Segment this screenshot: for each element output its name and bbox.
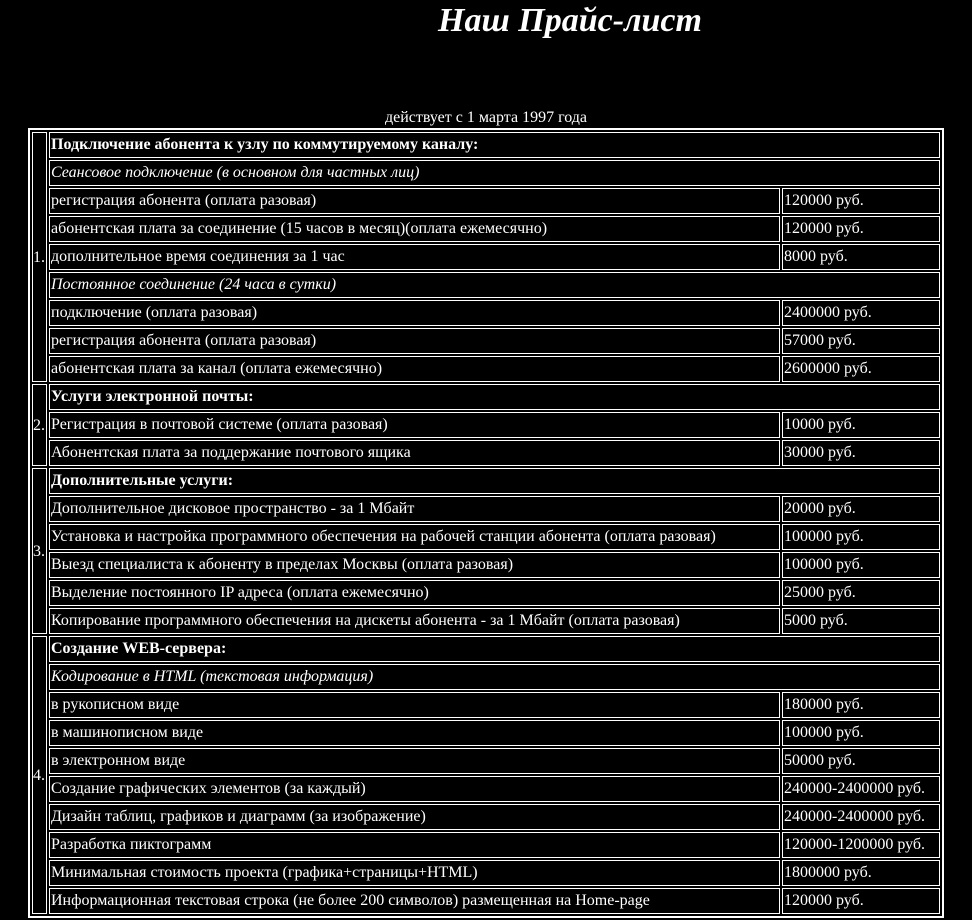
service-price: 25000 руб. [782,580,940,606]
price-row [32,552,940,578]
price-row [32,356,940,382]
service-name: Выезд специалиста к абоненту в пределах Москвы (оплата разовая) [49,552,780,578]
section-heading: Дополнительные услуги: [49,468,940,494]
price-row [32,216,940,242]
price-row [32,580,940,606]
service-price: 120000-1200000 руб. [782,832,940,858]
service-price: 100000 руб. [782,552,940,578]
service-price: 20000 руб. [782,496,940,522]
service-name: Дизайн таблиц, графиков и диаграмм (за изображение) [49,804,780,830]
section-number: 4. [32,636,47,914]
section-heading: Подключение абонента к узлу по коммутируемому каналу: [49,132,940,158]
subsection-heading: Постоянное соединение (24 часа в сутки) [49,272,940,298]
service-name: абонентская плата за канал (оплата ежемесячно) [49,356,780,382]
price-row [32,328,940,354]
service-name: Разработка пиктограмм [49,832,780,858]
price-row [32,608,940,634]
service-name: Дополнительное дисковое пространство - за 1 Мбайт [49,496,780,522]
service-name: Копирование программного обеспечения на дискеты абонента - за 1 Мбайт (оплата разовая) [49,608,780,634]
effective-date: действует с 1 марта 1997 года [384,109,588,126]
service-name: Информационная текстовая строка (не более 200 символов) размещенная на Home-page [49,888,780,914]
section-number: 2. [32,384,47,466]
service-price: 1800000 руб. [782,860,940,886]
service-price: 100000 руб. [782,720,940,746]
service-price: 8000 руб. [782,244,940,270]
service-price: 100000 руб. [782,524,940,550]
price-row [32,244,940,270]
price-row [32,300,940,326]
service-name: Регистрация в почтовой системе (оплата разовая) [49,412,780,438]
service-price: 57000 руб. [782,328,940,354]
page-title: Наш Прайс-лист [438,2,702,39]
service-name: абонентская плата за соединение (15 часов в месяц)(оплата ежемесячно) [49,216,780,242]
service-name: дополнительное время соединения за 1 час [49,244,780,270]
section-header-row [32,132,940,158]
price-row [32,860,940,886]
subsection-row [32,160,940,186]
subsection-row [32,272,940,298]
service-name: регистрация абонента (оплата разовая) [49,188,780,214]
section-heading: Услуги электронной почты: [49,384,940,410]
subsection-heading: Сеансовое подключение (в основном для частных лиц) [49,160,940,186]
price-row [32,832,940,858]
price-row [32,412,940,438]
price-row [32,188,940,214]
service-name: в машинописном виде [49,720,780,746]
price-list-table [28,128,944,918]
section-header-row [32,384,940,410]
service-price: 180000 руб. [782,692,940,718]
service-price: 5000 руб. [782,608,940,634]
price-row [32,804,940,830]
price-row [32,888,940,914]
service-price: 2400000 руб. [782,300,940,326]
service-name: в рукописном виде [49,692,780,718]
price-row [32,776,940,802]
service-name: подключение (оплата разовая) [49,300,780,326]
service-name: Создание графических элементов (за каждый) [49,776,780,802]
price-row [32,440,940,466]
section-number: 3. [32,468,47,634]
section-heading: Создание WEB-сервера: [49,636,940,662]
service-price: 120000 руб. [782,188,940,214]
service-price: 240000-2400000 руб. [782,804,940,830]
service-price: 50000 руб. [782,748,940,774]
service-name: Установка и настройка программного обеспечения на рабочей станции абонента (оплата разовая) [49,524,780,550]
service-name: в электронном виде [49,748,780,774]
price-row [32,496,940,522]
service-price: 120000 руб. [782,216,940,242]
price-row [32,692,940,718]
service-price: 120000 руб. [782,888,940,914]
price-row [32,524,940,550]
price-row [32,720,940,746]
service-price: 2600000 руб. [782,356,940,382]
section-number: 1. [32,132,47,382]
section-header-row [32,468,940,494]
service-price: 10000 руб. [782,412,940,438]
service-name: регистрация абонента (оплата разовая) [49,328,780,354]
service-name: Минимальная стоимость проекта (графика+страницы+HTML) [49,860,780,886]
service-price: 30000 руб. [782,440,940,466]
subsection-heading: Кодирование в HTML (текстовая информация) [49,664,940,690]
service-name: Абонентская плата за поддержание почтового ящика [49,440,780,466]
service-price: 240000-2400000 руб. [782,776,940,802]
subsection-row [32,664,940,690]
service-name: Выделение постоянного IP адреса (оплата ежемесячно) [49,580,780,606]
price-row [32,748,940,774]
section-header-row [32,636,940,662]
